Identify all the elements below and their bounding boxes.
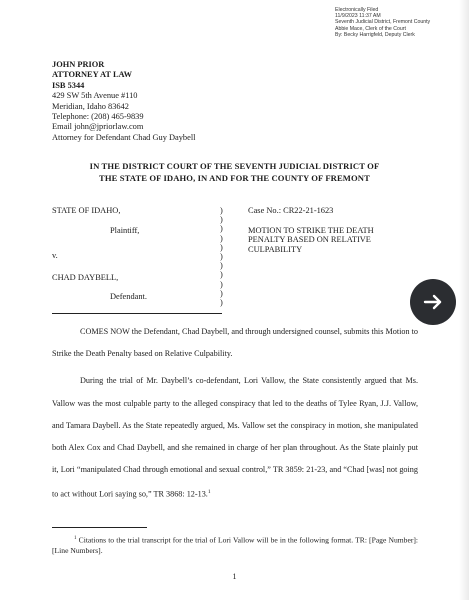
- attorney-address-2: Meridian, Idaho 83642: [52, 101, 129, 111]
- filing-stamp: [335, 7, 465, 38]
- case-number: Case No.: CR22-21-1623: [248, 206, 334, 215]
- arrow-right-icon: [421, 290, 445, 314]
- page-number: 1: [232, 572, 237, 581]
- caption-rule: [52, 313, 222, 314]
- motion-title-line: PENALTY BASED ON RELATIVE: [248, 235, 371, 245]
- attorney-isb: ISB 5344: [52, 80, 85, 90]
- court-heading: [0, 160, 469, 184]
- attorney-title: ATTORNEY AT LAW: [52, 70, 133, 80]
- next-page-button[interactable]: [410, 279, 456, 325]
- motion-title-line: MOTION TO STRIKE THE DEATH: [248, 226, 374, 235]
- stamp-line: 11/9/2023 11:37 AM: [335, 13, 381, 20]
- stamp-line: Seventh Judicial District, Fremont County: [335, 19, 431, 26]
- body-paragraph: [52, 370, 418, 506]
- court-heading-line-1: IN THE DISTRICT COURT OF THE SEVENTH JUDICIAL DISTRICT OF: [89, 161, 380, 171]
- attorney-role: Attorney for Defendant Chad Guy Daybell: [52, 132, 196, 142]
- defendant-name: CHAD DAYBELL,: [52, 273, 119, 282]
- footnote-reference: 1: [207, 489, 211, 496]
- defendant-label: Defendant.: [110, 292, 147, 301]
- court-heading-line-2: THE STATE OF IDAHO, IN AND FOR THE COUNTY OF FREMONT: [99, 173, 370, 183]
- case-caption: [52, 206, 392, 318]
- body-paragraph-text: During the trial of Mr. Daybell’s co-defendant, Lori Vallow, the State consistently argued that Ms. Vallow was the most culpable party to the alleged conspiracy that led to the deaths of Tylee Ryan, J.J. Vallow, and Tamara Daybell. As the State repeatedly argued, Ms. Vallow set the conspiracy in motion, she manipulated both Alex Cox and Chad Daybell, and she remained in charge of her plan throughout. As the State plainly put it, Lori “manipulated Chad through emotional and sexual control,” TR 3859: 21-23, and “Chad [was] not going to act without Lori saying so,” TR 3868: 12-13.: [52, 376, 418, 500]
- stamp-line: Abbie Mace, Clerk of the Court: [335, 25, 406, 32]
- footnote-rule: [52, 527, 147, 528]
- motion-title: [248, 226, 428, 254]
- plaintiff-label: Plaintiff,: [110, 226, 140, 235]
- attorney-name: JOHN PRIOR: [52, 60, 105, 69]
- footnote: [52, 534, 418, 557]
- attorney-address-1: 429 SW 5th Avenue #110: [52, 91, 138, 101]
- attorney-email: Email john@jpriorlaw.com: [52, 122, 144, 132]
- motion-title-line: CULPABILITY: [248, 244, 303, 254]
- body-text: [52, 321, 418, 506]
- footnote-marker: 1: [74, 536, 77, 541]
- caption-paren-column: ) ) ) ) ) ) ) ) ) ) ): [220, 206, 223, 308]
- versus-label: v.: [52, 251, 58, 260]
- footnote-text: Citations to the trial transcript for the trial of Lori Vallow will be in the following format. TR: [Page Number]: [Line Numbers].: [52, 535, 419, 556]
- attorney-block: [52, 60, 196, 143]
- stamp-line: Electronically Filed: [335, 7, 379, 13]
- stamp-line: By: Becky Harrigfeld, Deputy Clerk: [335, 31, 415, 38]
- attorney-telephone: Telephone: (208) 465-9839: [52, 112, 144, 122]
- page-edge-shadow: [459, 0, 469, 600]
- body-paragraph: COMES NOW the Defendant, Chad Daybell, and through undersigned counsel, submits this Motion to Strike the Death Penalty based on Relative Culpability.: [52, 327, 418, 359]
- plaintiff-name: STATE OF IDAHO,: [52, 206, 121, 215]
